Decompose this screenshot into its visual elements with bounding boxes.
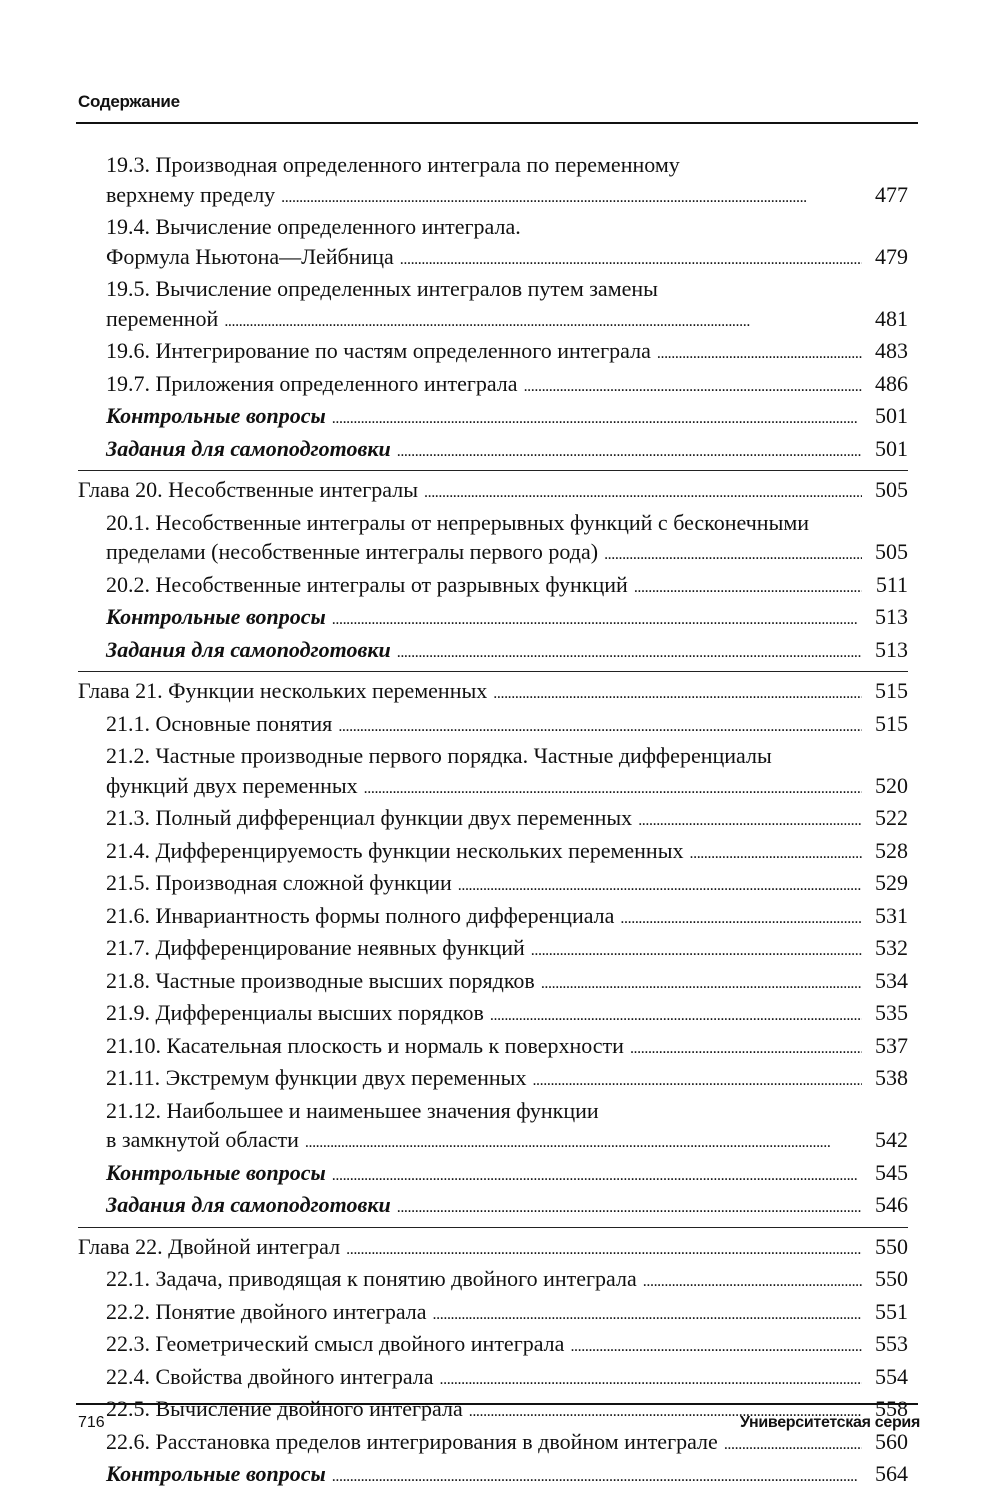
toc-entry-page: 528 [875,837,908,863]
toc-section-entry [78,434,908,467]
dot-leader [634,570,862,603]
toc-section-entry [78,1459,908,1492]
toc-entry-title: Глава 21. Функции нескольких переменных [78,678,488,703]
toc-entry-page: 505 [875,477,908,502]
toc-entry-title: 22.4. Свойства двойного интеграла [106,1363,434,1389]
footer-rule [76,1403,918,1405]
toc-entry-row [78,475,908,508]
dot-leader [332,1158,862,1191]
toc-chapter-entry [78,676,908,709]
toc-entry-title-line: 19.3. Производная определенного интеграла по переменному [106,152,680,177]
toc-entry-row [106,537,908,570]
toc-entry-row [106,709,908,742]
toc-entry-row [106,933,908,966]
toc-entry-row [78,1232,908,1265]
toc-entry-page: 550 [875,1233,908,1259]
dot-leader [332,1459,862,1492]
toc-section-entry [78,274,908,336]
dot-leader [305,1125,862,1158]
toc-entry-title: 21.7. Дифференцирование неявных функций [106,935,525,960]
toc-entry-page: 515 [875,678,908,703]
toc-entry-row [106,1362,908,1395]
toc-entry-row [106,401,908,434]
toc-section-entry [78,709,908,742]
dot-leader [657,336,862,369]
toc-entry-page: 537 [875,1032,908,1058]
toc-entry-title: Контрольные вопросы [106,604,326,629]
toc-entry-title: 21.10. Касательная плоскость и нормаль к поверхности [106,1032,624,1058]
dot-leader [493,676,862,709]
toc-entry-row [106,1190,908,1223]
dot-leader [620,901,862,934]
toc-entry-page: 481 [875,305,908,331]
toc-entry-title: 21.5. Производная сложной функции [106,870,452,895]
toc-section-entry [78,966,908,999]
dot-leader [400,242,862,275]
toc-entry-title-line: 19.5. Вычисление определенных интегралов путем замены [106,276,658,301]
toc-entry-page: 513 [875,636,908,662]
toc-entry-title: Формула Ньютона—Лейбница [106,243,394,269]
dot-leader [364,771,862,804]
toc-entry-page: 546 [875,1192,908,1217]
toc-entry-row [106,242,908,275]
toc-entry-row [106,1158,908,1191]
toc-group [78,1227,908,1492]
toc-entry-row [106,369,908,402]
toc-entry-title: Задания для самоподготовки [106,1192,391,1217]
dot-leader [604,537,862,570]
toc-entry-title: верхнему пределу [106,181,276,207]
toc-entry-page: 511 [875,571,908,597]
toc-entry-page: 520 [875,772,908,798]
running-head: Содержание [78,92,180,111]
toc-section-entry [78,998,908,1031]
toc-entry-title: 22.6. Расстановка пределов интегрирования в двойном интеграле [106,1428,718,1454]
toc-entry-title: 22.5. Вычисление двойного интеграла [106,1396,463,1421]
toc-entry-page: 560 [875,1428,908,1454]
toc-entry-page: 479 [875,243,908,269]
toc-section-entry [78,150,908,212]
toc-entry-row [106,771,908,804]
toc-entry-title-line: 20.1. Несобственные интегралы от непрерывных функций с бесконечными [106,509,810,535]
dot-leader [397,635,862,668]
toc-entry-row [106,602,908,635]
toc-entry-page: 483 [875,338,908,363]
toc-entry-page: 513 [875,604,908,629]
dot-leader [224,304,862,337]
toc-section-entry [78,336,908,369]
toc-entry-page: 542 [875,1127,908,1152]
toc-section-entry [78,401,908,434]
toc-entry-title: Контрольные вопросы [106,1159,326,1185]
toc-entry-row [106,570,908,603]
toc-entry-title: Задания для самоподготовки [106,636,391,662]
toc-entry-title: Контрольные вопросы [106,1461,326,1486]
toc-section-entry [78,602,908,635]
dot-leader [638,803,862,836]
toc-entry-row [106,1031,908,1064]
toc-chapter-entry [78,475,908,508]
toc-entry-title: 22.2. Понятие двойного интеграла [106,1298,427,1324]
toc-entry-page: 534 [875,967,908,993]
dot-leader [424,475,862,508]
dot-leader [338,709,862,742]
toc-section-entry [78,1362,908,1395]
toc-entry-page: 553 [875,1331,908,1356]
toc-entry-page: 531 [875,902,908,928]
toc-entry-title-line: 19.4. Вычисление определенного интеграла. [106,214,521,239]
toc-entry-page: 501 [875,435,908,461]
toc-entry-title: 21.8. Частные производные высших порядков [106,967,535,993]
toc-entry-title: в замкнутой области [106,1127,299,1152]
toc-section-entry [78,901,908,934]
toc-section-entry [78,1096,908,1158]
toc-entry-page: 522 [875,805,908,830]
toc-entry-row [106,1329,908,1362]
page-number: 716 [78,1414,105,1431]
dot-leader [458,868,862,901]
dot-leader [531,933,862,966]
toc-entry-row [78,676,908,709]
toc-section-entry [78,1264,908,1297]
toc-group [78,671,908,1223]
toc-entry-page: 486 [875,370,908,396]
dot-leader [643,1264,862,1297]
toc-entry-title: 22.3. Геометрический смысл двойного интеграла [106,1331,565,1356]
toc-entry-title: Контрольные вопросы [106,403,326,428]
toc-entry-title: 22.1. Задача, приводящая к понятию двойного интеграла [106,1266,637,1291]
toc-entry-page: 505 [875,539,908,564]
toc-entry-title: 21.11. Экстремум функции двух переменных [106,1065,527,1090]
toc-entry-title-line: 21.12. Наибольшее и наименьшее значения функции [106,1097,599,1123]
toc-entry-page: 538 [875,1065,908,1090]
toc-entry-row [106,966,908,999]
toc-entry-page: 529 [875,870,908,895]
toc-section-entry [78,1031,908,1064]
toc-section-entry [78,836,908,869]
toc-entry-title: пределами (несобственные интегралы первого рода) [106,539,599,564]
toc-entry-row [106,1063,908,1096]
toc-entry-title: Глава 20. Несобственные интегралы [78,477,418,502]
toc-entry-title: Глава 22. Двойной интеграл [78,1233,341,1259]
dot-leader [630,1031,862,1064]
dot-leader [281,180,862,213]
toc-entry-page: 554 [875,1363,908,1389]
toc-entry-title: 20.2. Несобственные интегралы от разрывных функций [106,571,628,597]
toc-entry-title: 21.1. Основные понятия [106,710,333,736]
toc-entry-row [106,1125,908,1158]
dot-leader [532,1063,862,1096]
toc-entry-title: 21.9. Дифференциалы высших порядков [106,1000,484,1025]
toc-section-entry [78,741,908,803]
toc-entry-page: 545 [875,1159,908,1185]
toc-entry-page: 532 [875,935,908,960]
dot-leader [397,1190,862,1223]
dot-leader [440,1362,862,1395]
toc-entry-row [106,998,908,1031]
toc-entry-title: переменной [106,305,219,331]
toc-entry-page: 550 [875,1266,908,1291]
dot-leader [570,1329,862,1362]
toc-group [78,150,908,466]
dot-leader [541,966,862,999]
toc-entry-row [106,868,908,901]
toc-entry-page: 551 [875,1298,908,1324]
toc-entry-row [106,836,908,869]
toc-section-entry [78,1329,908,1362]
dot-leader [524,369,862,402]
toc-section-entry [78,635,908,668]
toc-entry-title: 19.6. Интегрирование по частям определенного интеграла [106,338,651,363]
dot-leader [332,401,862,434]
toc-entry-title-line: 21.2. Частные производные первого порядка. Частные дифференциалы [106,743,772,768]
toc-entry-row [106,1297,908,1330]
dot-leader [433,1297,862,1330]
toc-entry-row [106,336,908,369]
toc-entry-page: 477 [875,181,908,207]
toc-section-entry [78,212,908,274]
toc-entry-title: Задания для самоподготовки [106,435,391,461]
toc-section-entry [78,1190,908,1223]
toc-section-entry [78,508,908,570]
toc-section-entry [78,933,908,966]
toc-section-entry [78,868,908,901]
toc-section-entry [78,803,908,836]
toc-entry-row [106,1459,908,1492]
dot-leader [690,836,863,869]
dot-leader [346,1232,862,1265]
toc-entry-row [106,180,908,213]
toc-entry-row [106,1264,908,1297]
toc-entry-title: 19.7. Приложения определенного интеграла [106,370,518,396]
toc-entry-page: 501 [875,403,908,428]
toc-entry-title: 21.6. Инвариантность формы полного дифференциала [106,902,615,928]
toc-group [78,470,908,667]
toc-section-entry [78,369,908,402]
toc-entry-row [106,304,908,337]
toc-section-entry [78,1063,908,1096]
toc-entry-row [106,803,908,836]
toc-entry-row [106,901,908,934]
dot-leader [490,998,862,1031]
table-of-contents [78,150,908,1492]
header-rule [76,122,918,124]
toc-entry-title: функций двух переменных [106,772,358,798]
toc-entry-title: 21.3. Полный дифференциал функции двух переменных [106,805,633,830]
toc-chapter-entry [78,1232,908,1265]
toc-section-entry [78,1297,908,1330]
toc-entry-row [106,635,908,668]
toc-entry-title: 21.4. Дифференцируемость функции нескольких переменных [106,837,684,863]
toc-entry-page: 558 [875,1396,908,1421]
dot-leader [397,434,862,467]
series-name: Университетская серия [739,1414,920,1431]
toc-entry-page: 535 [875,1000,908,1025]
toc-section-entry [78,570,908,603]
toc-entry-page: 515 [875,710,908,736]
toc-entry-row [106,434,908,467]
toc-section-entry [78,1158,908,1191]
toc-entry-page: 564 [875,1461,908,1486]
dot-leader [332,602,862,635]
